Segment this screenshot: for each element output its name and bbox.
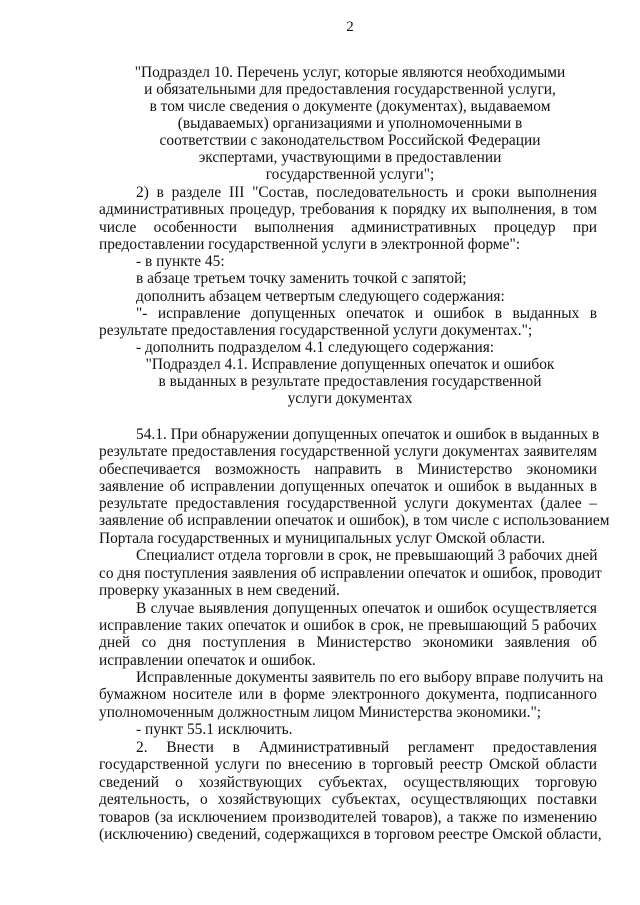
para-54-1-line: результате предоставления государственной услуги документах заявителям xyxy=(99,443,597,460)
para-54-1-line: 54.1. При обнаружении допущенных опечаток и ошибок в выданных в xyxy=(136,426,600,443)
para-54-1-line: обеспечивается возможность направить в Министерство экономики xyxy=(99,461,597,478)
para-case-line: дней со дня поступления в Министерство экономики заявления об xyxy=(99,634,597,651)
heading-10-line: (выдаваемых) организациями и уполномоченными в xyxy=(177,115,523,132)
page-number: 2 xyxy=(346,19,354,35)
heading-10-line: "Подраздел 10. Перечень услуг, которые являются необходимыми xyxy=(134,64,566,81)
heading-41-line: в выданных в результате предоставления государственной xyxy=(158,373,542,390)
heading-41-line: "Подраздел 4.1. Исправление допущенных опечаток и ошибок xyxy=(145,356,555,373)
item-b2-line: (исключению) сведений, содержащихся в торговом реестре Омской области, xyxy=(99,826,602,843)
add-subsection-line: - дополнить подразделом 4.1 следующего содержания: xyxy=(136,339,495,356)
para-54-1-line: Портала государственных и муниципальных услуг Омской области. xyxy=(99,530,546,547)
point-45-line: дополнить абзацем четвертым следующего содержания: xyxy=(136,288,505,305)
quote-45-line: результате предоставления государственной услуги документах."; xyxy=(99,322,533,339)
para-case-line: исправление таких опечаток и ошибок в срок, не превышающий 5 рабочих xyxy=(99,617,597,634)
item-2-line: предоставлении государственной услуги в электронной форме": xyxy=(99,236,521,253)
point-45-line: - в пункте 45: xyxy=(136,253,225,270)
item-2-line: числе особенности выполнения административных процедур при xyxy=(99,219,597,236)
para-docs-line: уполномоченным должностным лицом Министерства экономики."; xyxy=(99,704,542,721)
para-case-line: исправлении опечаток и ошибок. xyxy=(99,652,316,669)
para-specialist-line: со дня поступления заявления об исправлении опечаток и ошибок, проводит xyxy=(99,565,602,582)
para-54-1-line: заявление об исправлении опечаток и ошибок), в том числе с использованием xyxy=(99,512,610,529)
heading-10-line: государственной услуги"; xyxy=(265,166,435,183)
para-docs-line: бумажном носителе или в форме электронного документа, подписанного xyxy=(99,686,597,703)
heading-10-line: в том числе сведения о документе (документах), выдаваемом xyxy=(149,98,551,115)
para-specialist-line: Специалист отдела торговли в срок, не превышающий 3 рабочих дней xyxy=(136,547,598,564)
item-b2-line: государственной услуги по внесению в торговый реестр Омской области xyxy=(99,756,597,773)
item-b2-line: товаров (за исключением производителей товаров), а также по изменению xyxy=(99,809,597,826)
quote-45-line: "- исправление допущенных опечаток и ошибок в выданных в xyxy=(136,305,597,322)
para-54-1-line: заявление об исправлении допущенных опечаток и ошибок в выданных в xyxy=(99,478,597,495)
heading-10-line: соответствии с законодательством Российской Федерации xyxy=(159,132,541,149)
item-2-line: административных процедур, требования к порядку их выполнения, в том xyxy=(99,201,597,218)
point-55-1-line: - пункт 55.1 исключить. xyxy=(136,721,293,738)
para-54-1-line: результате предоставления государственной услуги документах (далее – xyxy=(99,495,597,512)
para-docs-line: Исправленные документы заявитель по его выбору вправе получить на xyxy=(136,669,604,686)
item-b2-line: деятельность, о хозяйствующих субъектах, осуществляющих поставки xyxy=(99,791,597,808)
para-specialist-line: проверку указанных в нем сведений. xyxy=(99,582,340,599)
heading-10-line: экспертами, участвующими в предоставлении xyxy=(198,149,502,166)
item-b2-line: 2. Внести в Административный регламент предоставления xyxy=(136,739,597,756)
item-b2-line: сведений о хозяйствующих субъектах, осуществляющих торговую xyxy=(99,774,597,791)
point-45-line: в абзаце третьем точку заменить точкой с запятой; xyxy=(136,270,467,287)
heading-10-line: и обязательными для предоставления государственной услуги, xyxy=(144,81,556,98)
item-2-line: 2) в разделе III "Состав, последовательность и сроки выполнения xyxy=(136,184,597,201)
heading-41-line: услуги документах xyxy=(287,390,413,407)
para-case-line: В случае выявления допущенных опечаток и ошибок осуществляется xyxy=(136,600,597,617)
